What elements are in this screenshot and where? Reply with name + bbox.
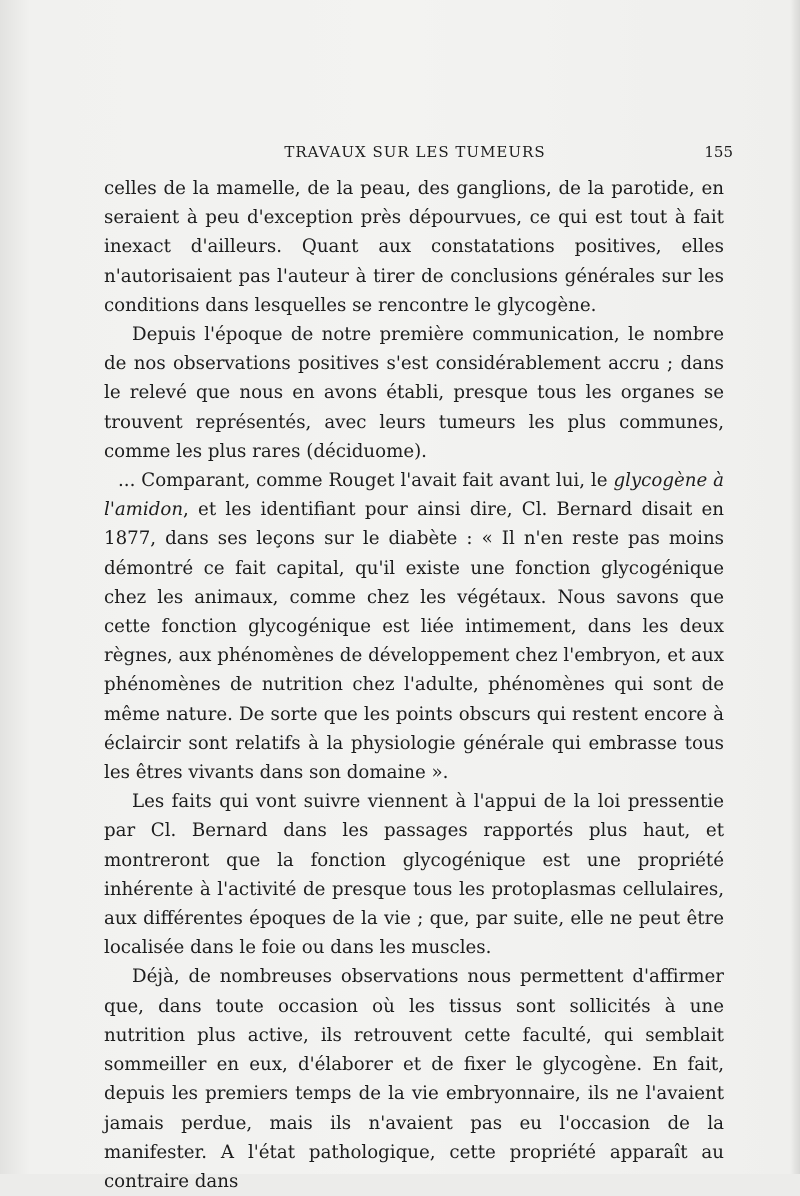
paragraph-observations-tissues: Déjà, de nombreuses observations nous permettent d'affirmer que, dans toute occasion où les tissus sont sollicités à une nutrition plus active, ils retrouvent cette faculté, qui semblait sommeiller en eux, d'élaborer et de fixer le glycogène. En fait, depuis les premiers temps de la vie embryonnaire, ils ne l'avaient jamais perdue, mais ils n'avaient pas eu l'occasion de la manifester. A l'état pathologique, cette propriété apparaît au contraire dans bbox=[104, 966, 724, 1192]
page-number: 155 bbox=[704, 143, 733, 161]
paragraph-continuation: celles de la mamelle, de la peau, des ganglions, de la parotide, en seraient à peu d'exception près dépourvues, ce qui est tout à fait inexact d'ailleurs. Quant aux constatations positives, elles n'autorisaient pas l'auteur à tirer de conclusions générales sur les conditions dans lesquelles se rencontre le glycogène. bbox=[104, 178, 724, 316]
paragraph-law: Les faits qui vont suivre viennent à l'appui de la loi pressentie par Cl. Bernard dans les passages rapportés plus haut, et montreront que la fonction glycogénique est une propriété inhérente à l'activité de presque tous les protoplasmas cellulaires, aux différentes époques de la vie ; que, par suite, elle ne peut être localisée dans le foie ou dans les muscles. bbox=[104, 791, 724, 959]
running-title: TRAVAUX SUR LES TUMEURS bbox=[284, 143, 546, 161]
paragraph-bernard-quote bbox=[104, 466, 724, 787]
quote-text-start: ... Comparant, comme Rouget l'avait fait avant lui, le bbox=[118, 470, 614, 492]
running-head bbox=[105, 143, 733, 167]
quote-text-end: , et les identifiant pour ainsi dire, Cl. Bernard disait en 1877, dans ses leçons sur le diabète : « Il n'en reste pas moins démontré ce fait capital, qu'il existe une fonction glycogénique chez les animaux, comme chez les végétaux. Nous savons que cette fonction glycogénique est liée intimement, dans les deux règnes, aux phénomènes de développement chez l'embryon, et aux phénomènes de nutrition chez l'adulte, phénomènes qui sont de même nature. De sorte que les points obscurs qui restent encore à éclaircir sont relatifs à la physiologie générale qui embrasse tous les êtres vivants dans son domaine ». bbox=[104, 499, 724, 784]
body-text bbox=[104, 174, 724, 1196]
paragraph-observations: Depuis l'époque de notre première communication, le nombre de nos observations positives s'est considérablement accru ; dans le relevé que nous en avons établi, presque tous les organes se trouvent représentés, avec leurs tumeurs les plus communes, comme les plus rares (déciduome). bbox=[104, 324, 724, 462]
quote-italic-term: glycogène à l'amidon bbox=[104, 470, 724, 521]
